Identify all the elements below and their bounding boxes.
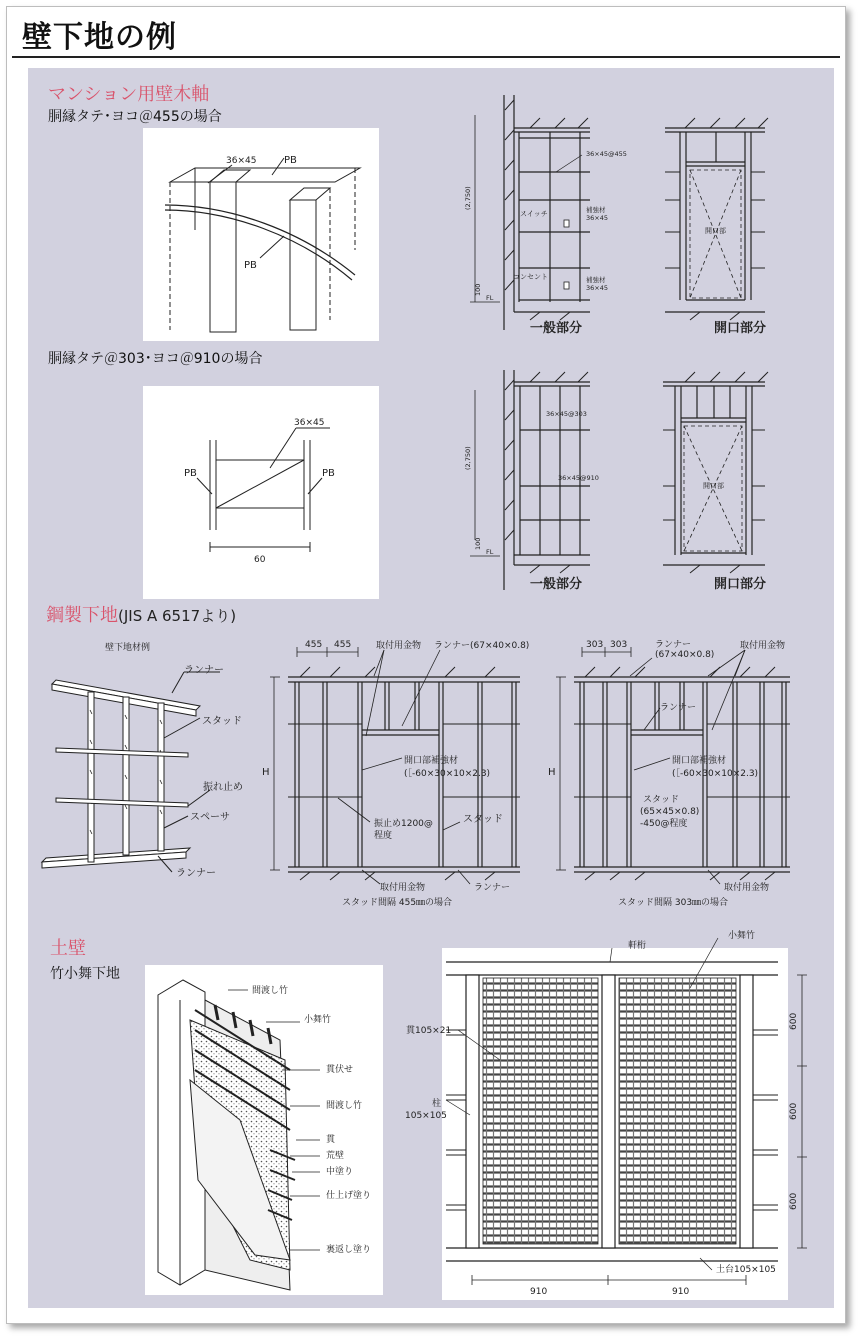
c1-reinforce1-size: 36×45 — [586, 214, 608, 222]
steel303-stud: スタッド — [643, 795, 680, 805]
c1-height: (2,750) — [464, 186, 472, 210]
case1-pb-bottom: PB — [244, 260, 257, 271]
case2-title: 胴縁タテ＠303･ヨコ＠910の場合 — [48, 351, 263, 367]
case1-elev-opening — [665, 118, 768, 320]
mud-label-0: 間渡し竹 — [252, 986, 289, 996]
mud-elev-sill: 土台105×105 — [716, 1265, 776, 1275]
mud-dim-right-0: 600 — [789, 1012, 799, 1030]
steel455-stud: スタッド — [463, 814, 503, 825]
steel-example-stud: スタッド — [202, 716, 242, 727]
steel303-runner-mid: ランナー — [660, 703, 697, 713]
mud-elevation-drawing — [446, 938, 807, 1285]
c1-outlet: コンセント — [513, 273, 548, 281]
steel303-dim1: 303 — [586, 640, 604, 650]
steel303-stud-pitch: -450@程度 — [640, 819, 688, 829]
mud-elev-bamboo: 小舞竹 — [728, 931, 756, 941]
mud-elev-nuki: 貫105×21 — [406, 1026, 452, 1036]
case1-pb-top: PB — [284, 155, 297, 166]
mud-elev-column: 柱 — [432, 1099, 442, 1109]
mud-label-5: 荒壁 — [326, 1151, 345, 1161]
case2-elev-opening — [663, 372, 768, 573]
c1-opening: 開口部 — [705, 227, 726, 235]
mud-section-drawing — [158, 980, 320, 1290]
section-heading-wood: マンション用壁木軸 — [48, 84, 210, 105]
mud-elev-beam: 軒桁 — [628, 941, 647, 951]
case2-pb-right: PB — [322, 468, 335, 479]
c2-opening: 開口部 — [703, 482, 724, 490]
steel-example-runner-top: ランナー — [184, 665, 224, 676]
mud-label-7: 仕上げ塗り — [326, 1191, 372, 1201]
steel303-h: H — [548, 767, 556, 778]
steel303-reinforce-size: (［-60×30×10×2.3) — [672, 769, 759, 779]
c1-general-caption: 一般部分 — [530, 321, 583, 336]
c1-switch: スイッチ — [520, 210, 548, 218]
c2-vert-label: 36×45@303 — [546, 410, 587, 418]
steel455-reinforce-size: (［-60×30×10×2.3) — [404, 769, 491, 779]
c1-reinforce1: 補強材 — [586, 206, 606, 214]
steel303-fitting-bottom: 取付用金物 — [724, 883, 770, 893]
steel303-caption: スタッド間隔 303㎜の場合 — [618, 898, 729, 908]
mud-subtitle: 竹小舞下地 — [50, 966, 120, 982]
steel303-reinforce: 開口部補強材 — [672, 756, 727, 766]
mud-elev-column-size: 105×105 — [405, 1111, 447, 1121]
case1-title: 胴縁タテ･ヨコ＠455の場合 — [48, 109, 222, 125]
steel455-dim1: 455 — [305, 640, 323, 650]
mud-label-6: 中塗り — [326, 1167, 354, 1177]
mud-label-2: 貫伏せ — [326, 1065, 354, 1075]
c1-reinforce2-size: 36×45 — [586, 284, 608, 292]
steel455-reinforce: 開口部補強材 — [404, 756, 459, 766]
page-title: 壁下地の例 — [22, 20, 177, 55]
c1-opening-caption: 開口部分 — [714, 321, 767, 336]
steel455-caption: スタッド間隔 455㎜の場合 — [342, 898, 453, 908]
steel455-brace2: 程度 — [374, 831, 393, 841]
steel-example-title: 壁下地材例 — [105, 643, 151, 653]
c2-fl: FL — [486, 548, 494, 556]
steel455-fitting-bottom: 取付用金物 — [380, 883, 426, 893]
mud-dim-bottom-1: 910 — [672, 1287, 690, 1297]
mud-label-8: 裏返し塗り — [326, 1245, 372, 1255]
case2-pb-left: PB — [184, 468, 197, 479]
steel-elev-455-drawing — [270, 647, 520, 884]
c2-height: (2,750) — [464, 446, 472, 470]
case1-detail-drawing — [165, 158, 360, 332]
c2-base: 100 — [474, 537, 482, 550]
steel455-fitting-top: 取付用金物 — [376, 641, 422, 651]
c1-stud-label: 36×45@455 — [586, 150, 627, 158]
steel455-runner-bottom: ランナー — [474, 883, 511, 893]
case1-dim-label: 36×45 — [226, 156, 257, 166]
steel-example-drawing — [42, 672, 220, 872]
mud-dim-right-1: 600 — [789, 1102, 799, 1120]
steel303-runner-top: ランナー — [655, 640, 692, 650]
steel-heading-text: 鋼製下地 — [46, 605, 118, 626]
mud-dim-right-2: 600 — [789, 1192, 799, 1210]
c1-fl: FL — [486, 294, 494, 302]
steel455-brace: 振止め1200@ — [374, 819, 433, 829]
c2-horiz-label: 36×45@910 — [558, 474, 599, 482]
mud-label-3: 間渡し竹 — [326, 1101, 363, 1111]
mud-label-1: 小舞竹 — [304, 1015, 332, 1025]
case2-detail-drawing — [197, 428, 330, 552]
steel303-fitting-top: 取付用金物 — [740, 641, 786, 651]
steel303-runner-top-size: (67×40×0.8) — [655, 650, 715, 660]
steel-heading-sub: (JIS A 6517より) — [118, 607, 237, 625]
steel455-h: H — [262, 767, 270, 778]
steel303-dim2: 303 — [610, 640, 628, 650]
case2-width-label: 60 — [254, 555, 266, 565]
c2-general-caption: 一般部分 — [530, 577, 583, 592]
steel-example-brace: 振れ止め — [203, 782, 243, 793]
section-heading-mud: 土壁 — [50, 938, 86, 959]
c2-opening-caption: 開口部分 — [714, 577, 767, 592]
c1-reinforce2: 補強材 — [586, 276, 606, 284]
steel455-runner-top: ランナー(67×40×0.8) — [434, 641, 530, 651]
steel-example-runner-bottom: ランナー — [176, 868, 216, 879]
case2-dim-label: 36×45 — [294, 418, 325, 428]
mud-label-4: 貫 — [326, 1135, 336, 1145]
mud-dim-bottom-0: 910 — [530, 1287, 548, 1297]
steel303-stud-size: (65×45×0.8) — [640, 807, 700, 817]
steel-example-spacer: スペーサ — [190, 812, 230, 823]
c1-base: 100 — [474, 283, 482, 296]
steel455-dim2: 455 — [334, 640, 352, 650]
